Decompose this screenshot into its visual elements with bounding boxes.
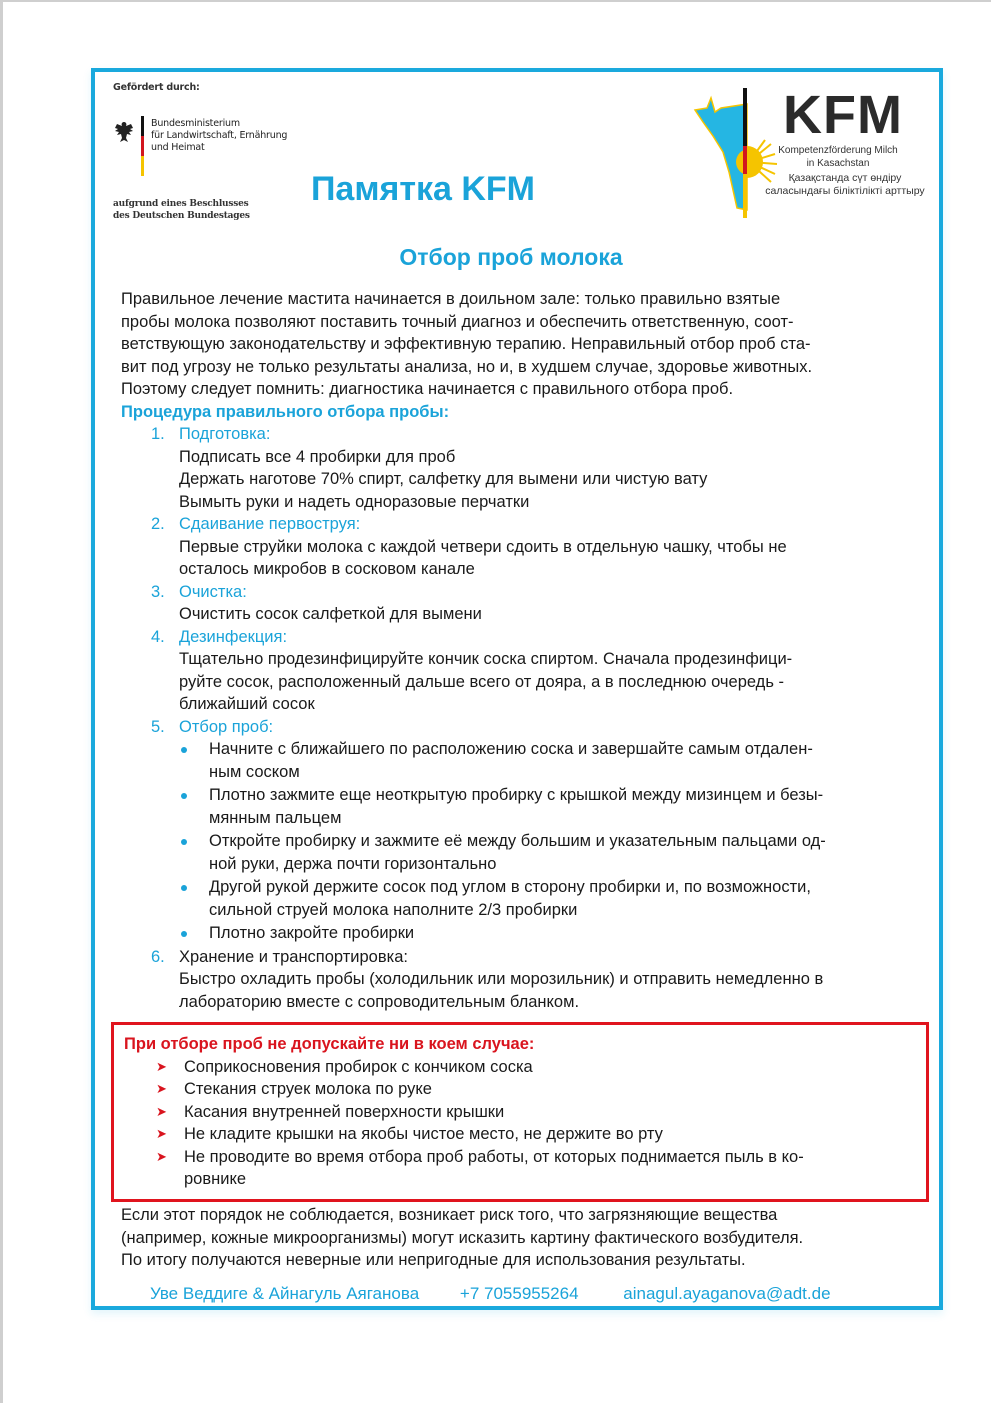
eagle-icon xyxy=(113,120,135,144)
bundestag-line: aufgrund eines Beschlusses xyxy=(113,199,249,209)
warning-item xyxy=(124,1123,926,1146)
bullet-icon xyxy=(181,885,187,891)
arrow-bullet-icon: ➤ xyxy=(156,1126,167,1141)
step-number: 4. xyxy=(151,627,165,646)
step-title: Дезинфекция: xyxy=(179,627,288,646)
bullet-item xyxy=(179,830,911,875)
step-line: осталось микробов в сосковом канале xyxy=(179,560,475,578)
bullet-item xyxy=(179,738,911,783)
bullet-line: Откройте пробирку и зажмите её между большим и указательным пальцами од- xyxy=(209,832,826,850)
warning-box xyxy=(111,1022,929,1202)
footer-phone[interactable]: +7 7055955264 xyxy=(459,1284,579,1303)
step-number: 2. xyxy=(151,515,165,533)
kfm-subtitle-line: Қазақстанда сүт өндіру xyxy=(788,172,902,184)
step-number: 6. xyxy=(151,947,165,966)
ministry-line: und Heimat xyxy=(151,142,205,153)
warning-item xyxy=(124,1056,926,1079)
warning-item xyxy=(124,1101,926,1124)
kfm-wordmark: KFM xyxy=(783,85,903,145)
bullet-line: сильной струей молока наполните 2/3 пробирки xyxy=(209,900,578,919)
step-number: 3. xyxy=(151,582,165,601)
step-line: руйте сосок, расположенный дальше всего от дояра, а в последнюю очередь - xyxy=(179,672,784,691)
bullet-icon xyxy=(181,839,187,845)
arrow-bullet-icon: ➤ xyxy=(156,1148,167,1164)
intro-line: вит под угрозу не только результаты анализа, но и, в худшем случае, здоровье животных. xyxy=(121,357,813,376)
bullet-line: Плотно закройте пробирки xyxy=(209,924,415,942)
page-subtitle: Отбор проб молока xyxy=(399,244,623,270)
bullet-item xyxy=(179,922,911,945)
warning-line: Не проводите во время отбора проб работы, от которых поднимается пыль в ко- xyxy=(184,1147,804,1166)
step-line: Очистить сосок салфеткой для вымени xyxy=(179,605,482,623)
arrow-bullet-icon: ➤ xyxy=(156,1103,167,1119)
warning-title: При отборе проб не допускайте ни в коем случае: xyxy=(124,1035,535,1053)
outro-line: (например, кожные микроорганизмы) могут исказить картину фактического возбудителя. xyxy=(121,1228,804,1247)
bullet-line: Начните с ближайшего по расположению соска и завершайте самым отдален- xyxy=(209,740,813,758)
step-number: 1. xyxy=(151,425,165,443)
kfm-subtitle-line: in Kasachstan xyxy=(806,158,870,169)
step-title: Очистка: xyxy=(179,582,247,601)
step-item xyxy=(121,581,911,626)
footer-email[interactable]: ainagul.ayaganova@adt.de xyxy=(623,1284,831,1303)
warning-list xyxy=(124,1056,926,1191)
ministry-name xyxy=(151,118,287,154)
page-title: Памятка KFM xyxy=(310,170,535,208)
step-line: Вымыть руки и надеть одноразовые перчатки xyxy=(179,492,530,511)
warning-line: Стекания струек молока по руке xyxy=(184,1080,432,1098)
bullet-line: Другой рукой держите сосок под углом в сторону пробирки и, по возможности, xyxy=(209,878,811,896)
german-flag-bar xyxy=(141,116,144,176)
kfm-subtitle-line: саласындағы біліктілікті арттыру xyxy=(765,185,925,197)
step-number: 5. xyxy=(151,717,165,736)
warning-item xyxy=(124,1146,926,1191)
step-title: Отбор проб: xyxy=(179,717,274,736)
procedure-heading: Процедура правильного отбора пробы: xyxy=(121,402,450,421)
step-line: ближайший сосок xyxy=(179,695,315,713)
outro-line: Если этот порядок не соблюдается, возникает риск того, что загрязняющие вещества xyxy=(121,1206,778,1224)
step-line: Подписать все 4 пробирки для проб xyxy=(179,447,456,466)
arrow-bullet-icon: ➤ xyxy=(156,1058,167,1074)
page-edge xyxy=(0,0,3,1403)
contact-footer xyxy=(150,1284,831,1304)
bullet-line: Плотно зажмите еще неоткрытую пробирку с крышкой между мизинцем и безы- xyxy=(209,786,824,804)
page-edge xyxy=(0,0,991,2)
kfm-subtitle-line: Kompetenzförderung Milch xyxy=(778,145,898,156)
bullet-line: ной руки, держа почти горизонтально xyxy=(209,854,497,873)
step-line: Первые струйки молока с каждой четвери сдоить в отдельную чашку, чтобы не xyxy=(179,537,787,556)
step-line: Тщательно продезинфицируйте кончик соска спиртом. Сначала продезинфици- xyxy=(179,650,793,668)
intro-line: пробы молока позволяют поставить точный диагноз и обеспечить ответственную, соот- xyxy=(121,312,794,331)
bullet-line: мянным пальцем xyxy=(209,808,342,827)
step-title: Сдаивание первоструя: xyxy=(179,515,361,533)
kfm-subtitle-de xyxy=(763,144,913,170)
step-line: Держать наготове 70% спирт, салфетку для вымени или чистую вату xyxy=(179,470,708,488)
bullet-icon xyxy=(181,747,187,753)
bullet-item xyxy=(179,784,911,829)
outro-line: По итогу получаются неверные или непригодные для использования результаты. xyxy=(121,1251,746,1269)
step-item xyxy=(121,626,911,716)
bullet-item xyxy=(179,876,911,921)
funder-label: Gefördert durch: xyxy=(113,82,200,93)
intro-line: ветствующую законодательству и эффективную терапию. Неправильный отбор проб ста- xyxy=(121,335,811,353)
document-body xyxy=(121,288,911,1013)
step-item xyxy=(121,946,911,1014)
step-item xyxy=(121,423,911,513)
bullet-icon xyxy=(181,793,187,799)
step-item xyxy=(121,716,911,945)
warning-line: Касания внутренней поверхности крышки xyxy=(184,1102,505,1121)
step-title: Подготовка: xyxy=(179,425,271,443)
ministry-line: Bundesministerium xyxy=(151,118,240,129)
outro-paragraph xyxy=(121,1204,921,1272)
step-item xyxy=(121,513,911,581)
warning-item xyxy=(124,1078,926,1101)
step-title: Хранение и транспортировка: xyxy=(179,947,408,966)
warning-line: Соприкосновения пробирок с кончиком соска xyxy=(184,1057,533,1076)
warning-line: Не кладите крышки на якобы чистое место, не держите во рту xyxy=(184,1125,663,1143)
step-line: Быстро охладить пробы (холодильник или морозильник) и отправить немедленно в xyxy=(179,970,824,988)
intro-line: Правильное лечение мастита начинается в доильном зале: только правильно взятые xyxy=(121,290,781,308)
step-line: лабораторию вместе с сопроводительным бланком. xyxy=(179,992,580,1011)
intro-line: Поэтому следует помнить: диагностика начинается с правильного отбора проб. xyxy=(121,380,734,398)
footer-authors: Уве Веддиге & Айнагуль Аяганова xyxy=(150,1284,420,1303)
sampling-bullets xyxy=(179,738,911,945)
procedure-steps xyxy=(121,423,911,1013)
funder-logo xyxy=(113,82,313,221)
arrow-bullet-icon: ➤ xyxy=(156,1081,167,1096)
bundestag-line: des Deutschen Bundestages xyxy=(113,211,250,221)
ministry-block xyxy=(113,114,313,174)
ministry-line: für Landwirtschaft, Ernährung xyxy=(151,130,288,141)
intro-paragraph xyxy=(121,288,911,401)
bullet-icon xyxy=(181,931,187,937)
bullet-line: ным соском xyxy=(209,762,300,781)
warning-line: ровнике xyxy=(184,1170,247,1188)
document-frame xyxy=(91,68,943,1310)
